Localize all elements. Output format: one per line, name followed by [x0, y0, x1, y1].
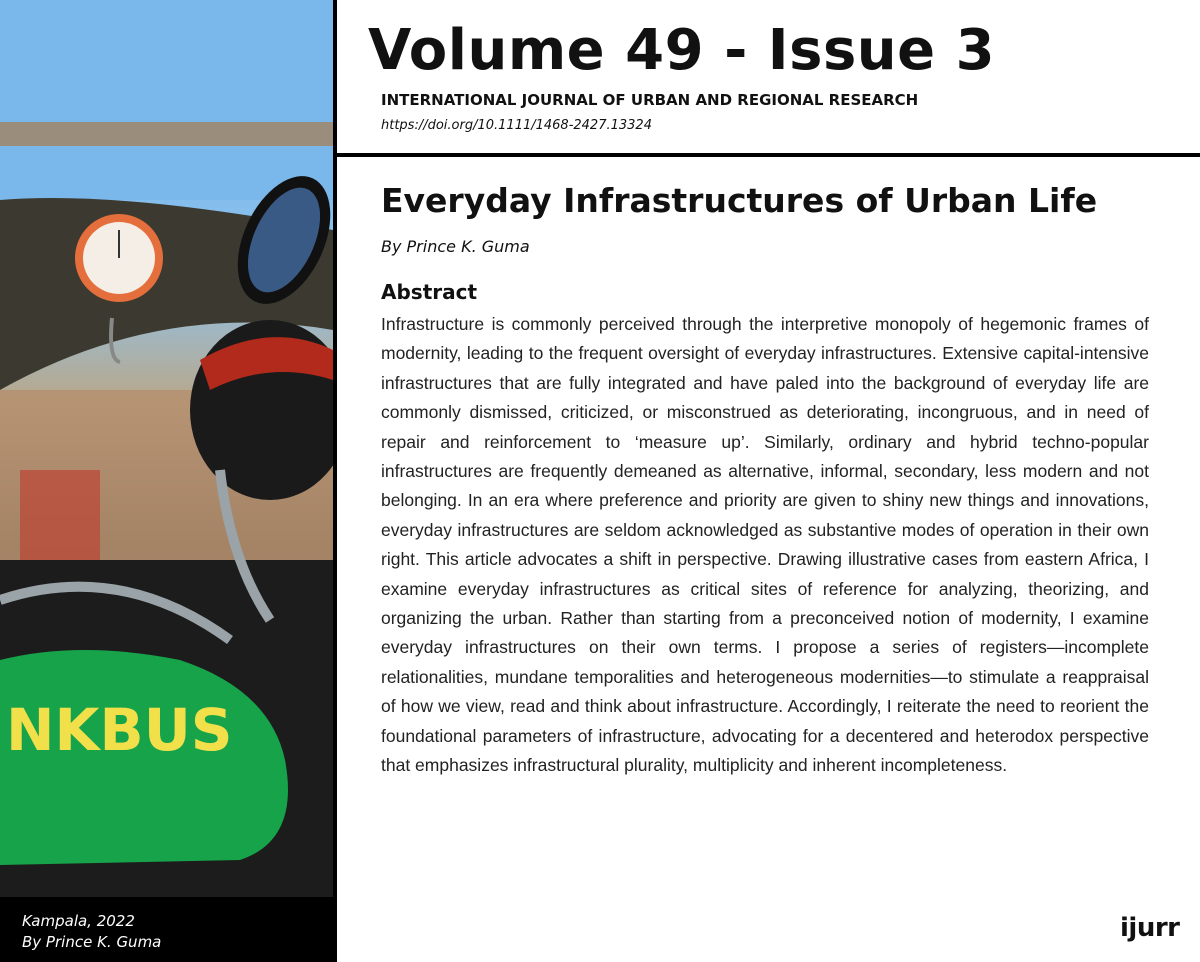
article-title: Everyday Infrastructures of Urban Life	[381, 181, 1098, 220]
doi-link[interactable]: https://doi.org/10.1111/1468-2427.13324	[381, 118, 652, 133]
horizontal-divider	[337, 153, 1200, 157]
vertical-divider	[333, 0, 337, 962]
motorbike-photo-illustration	[0, 0, 333, 897]
volume-title: Volume 49 - Issue 3	[368, 18, 996, 83]
article-author: By Prince K. Guma	[381, 237, 530, 256]
photo-caption-credit: By Prince K. Guma	[22, 933, 162, 951]
photo-caption-place: Kampala, 2022	[22, 912, 135, 930]
abstract-heading: Abstract	[381, 280, 478, 304]
journal-name: INTERNATIONAL JOURNAL OF URBAN AND REGIONAL RESEARCH	[381, 91, 919, 109]
cover-photo	[0, 0, 333, 897]
abstract-text: Infrastructure is commonly perceived through the interpretive monopoly of hegemonic frames of modernity, leading to the frequent oversight of everyday infrastructures. Extensive capital-intensive infrastructures that are fully integrated and have paled into the background of everyday life are commonly dismissed, criticized, or misconstrued as deteriorating, incongruous, and in need of repair and reinforcement to ‘measure up’. Similarly, ordinary and hybrid techno-popular infrastructures are frequently demeaned as alternative, informal, secondary, less modern and not belonging. In an era where preference and priority are given to shiny new things and innovations, everyday infrastructures are seldom acknowledged as substantive modes of operation in their own right. This article advocates a shift in perspective. Drawing illustrative cases from eastern Africa, I examine everyday infrastructures as critical sites of reference for analyzing, theorizing, and organizing the urban. Rather than starting from a preconceived notion of modernity, I examine everyday infrastructures on their own terms. I propose a series of registers—incomplete relationalities, mundane temporalities and heterogeneous modernities—to stimulate a reappraisal of how we view, read and think about infrastructure. Accordingly, I reiterate the need to reorient the foundational parameters of infrastructure, advocating for a decentered and heterodox perspective that emphasizes infrastructural plurality, multiplicity and inherent incompleteness.	[381, 314, 1149, 776]
ijurr-logo: ijurr	[1120, 913, 1180, 943]
tank-lettering: NKBUS	[6, 696, 233, 764]
